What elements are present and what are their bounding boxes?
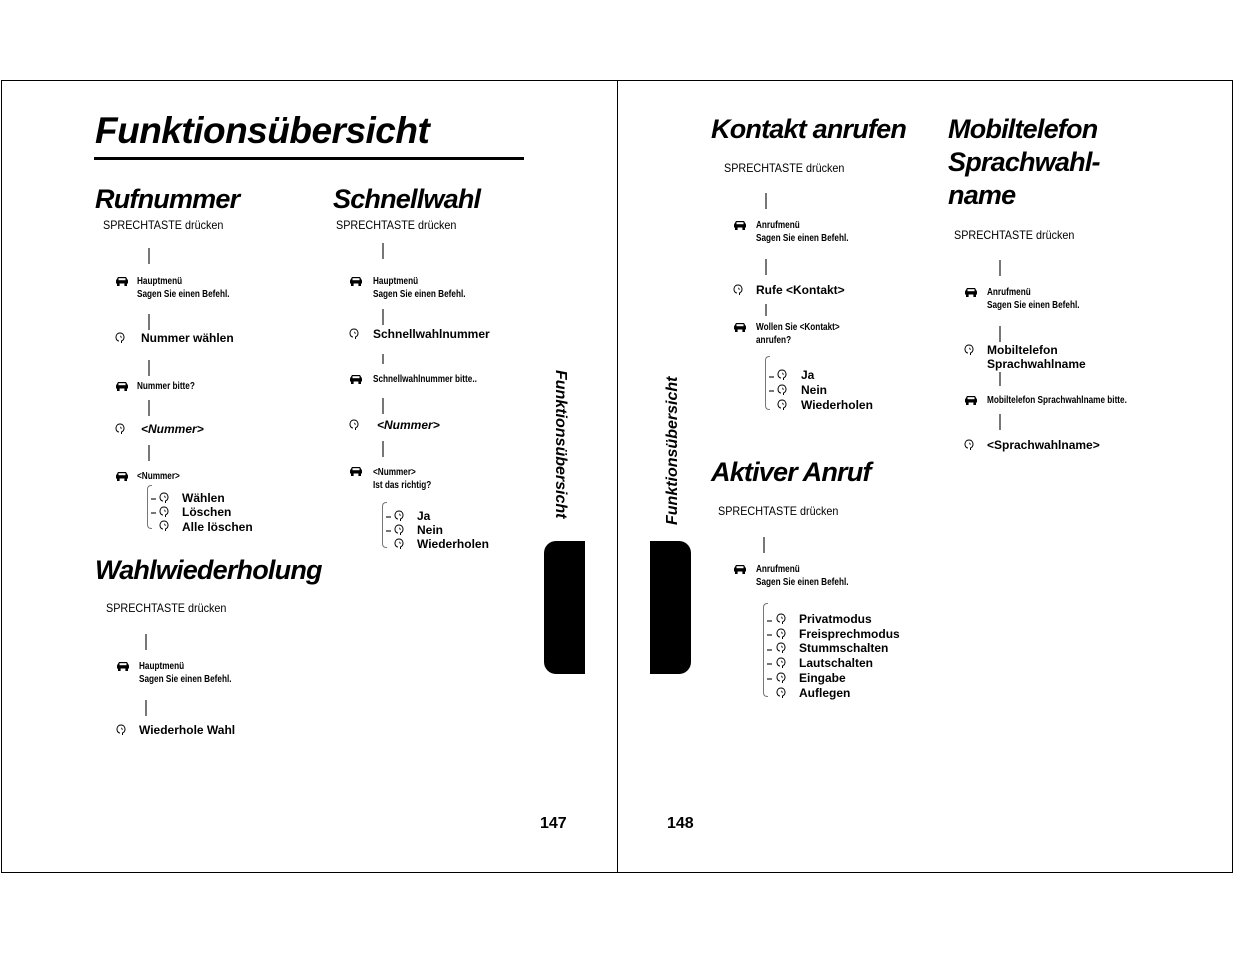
flow-line: [382, 398, 384, 414]
flow-line: [765, 259, 767, 275]
flow-line: [148, 400, 150, 416]
wahlwiederholung-title: Wahlwiederholung: [95, 555, 322, 585]
prompt-line: Sagen Sie einen Befehl.: [139, 674, 232, 685]
mobiltelefon-title: [948, 113, 1100, 212]
options-bracket: [382, 502, 387, 548]
aktiver-anruf-option: Privatmodus: [799, 612, 872, 626]
speech-icon: [349, 328, 359, 340]
schnellwahl-option: Wiederholen: [417, 537, 489, 551]
speech-icon: [349, 419, 359, 431]
rufnummer-option: Alle löschen: [182, 520, 253, 534]
bracket-tick: [767, 649, 772, 651]
bracket-tick: [386, 530, 391, 532]
flow-line: [382, 243, 384, 259]
flow-line: [999, 260, 1001, 276]
car-icon: [349, 276, 363, 286]
speech-icon: [777, 384, 787, 396]
flow-line: [148, 445, 150, 461]
speech-icon: [964, 344, 974, 356]
mobiltelefon-press-label: SPRECHTASTE drücken: [954, 228, 1075, 242]
speech-icon: [776, 628, 786, 640]
speech-icon: [776, 642, 786, 654]
options-bracket: [147, 485, 152, 529]
prompt-line: Hauptmenü: [139, 661, 185, 672]
aktiver-anruf-option: Auflegen: [799, 686, 851, 700]
flow-line: [999, 414, 1001, 430]
schnellwahl-cmd-1: Schnellwahlnummer: [373, 327, 490, 341]
car-icon: [115, 276, 129, 286]
mobiltelefon-prompt-2: Mobiltelefon Sprachwahlname bitte.: [987, 395, 1127, 406]
prompt-line: Sagen Sie einen Befehl.: [987, 300, 1080, 311]
rufnummer-cmd-2: <Nummer>: [141, 422, 204, 436]
page-title: Funktionsübersicht: [95, 110, 430, 151]
car-icon: [733, 322, 747, 332]
mobiltelefon-prompt-1: [987, 286, 1080, 312]
mobiltelefon-cmd-2: <Sprachwahlname>: [987, 438, 1100, 452]
mobiltelefon-cmd-1: [987, 343, 1086, 371]
rufnummer-press-label: SPRECHTASTE drücken: [103, 218, 224, 232]
speech-icon: [776, 613, 786, 625]
schnellwahl-title: Schnellwahl: [333, 184, 481, 214]
aktiver-anruf-option: Freisprechmodus: [799, 627, 900, 641]
speech-icon: [159, 506, 169, 518]
flow-line: [382, 441, 384, 457]
wahlwiederholung-press-label: SPRECHTASTE drücken: [106, 601, 227, 615]
rufnummer-option: Wählen: [182, 491, 225, 505]
kontakt-option: Ja: [801, 368, 815, 382]
flow-line: [145, 700, 147, 716]
prompt-line: Hauptmenü: [373, 276, 419, 287]
flow-line: [145, 634, 147, 650]
schnellwahl-prompt-1: [373, 275, 466, 301]
car-icon: [349, 466, 363, 476]
speech-icon: [394, 538, 404, 550]
rufnummer-prompt-2: Nummer bitte?: [137, 381, 195, 392]
page-number-left: 147: [540, 815, 567, 832]
aktiver-anruf-prompt-1: [756, 563, 849, 589]
bracket-tick: [767, 620, 772, 622]
schnellwahl-option: Ja: [417, 509, 431, 523]
prompt-line: Sagen Sie einen Befehl.: [756, 233, 849, 244]
aktiver-anruf-press-label: SPRECHTASTE drücken: [718, 504, 839, 518]
aktiver-anruf-option: Lautschalten: [799, 656, 874, 670]
bracket-tick: [767, 678, 772, 680]
rufnummer-title: Rufnummer: [95, 184, 240, 214]
kontakt-prompt-2: [756, 321, 840, 347]
speech-icon: [394, 524, 404, 536]
flow-line: [148, 360, 150, 376]
car-icon: [964, 287, 978, 297]
cmd-line: Mobiltelefon: [987, 343, 1058, 357]
thumb-tab-left: [544, 541, 585, 674]
flow-line: [765, 193, 767, 209]
kontakt-press-label: SPRECHTASTE drücken: [724, 161, 845, 175]
prompt-line: Anrufmenü: [987, 287, 1031, 298]
schnellwahl-prompt-3: [373, 466, 431, 492]
side-label-left: Funktionsübersicht: [552, 370, 569, 519]
aktiver-anruf-title: Aktiver Anruf: [711, 457, 871, 487]
prompt-line: Hauptmenü: [137, 276, 183, 287]
speech-icon: [776, 657, 786, 669]
prompt-line: Anrufmenü: [756, 564, 800, 575]
car-icon: [733, 220, 747, 230]
flow-line: [763, 537, 765, 553]
rufnummer-option: Löschen: [182, 505, 232, 519]
prompt-line: Ist das richtig?: [373, 480, 432, 491]
title-rule: [94, 157, 524, 160]
kontakt-cmd-1: Rufe <Kontakt>: [756, 283, 845, 297]
schnellwahl-press-label: SPRECHTASTE drücken: [336, 218, 457, 232]
title-line: Sprachwahl-: [948, 147, 1100, 177]
speech-icon: [777, 369, 787, 381]
schnellwahl-option: Nein: [417, 523, 444, 537]
speech-icon: [964, 439, 974, 451]
bracket-tick: [151, 498, 156, 500]
thumb-tab-right: [650, 541, 691, 674]
prompt-line: Anrufmenü: [756, 220, 800, 231]
prompt-line: Wollen Sie <Kontakt>: [756, 322, 840, 333]
prompt-line: Sagen Sie einen Befehl.: [373, 289, 466, 300]
speech-icon: [116, 724, 126, 736]
options-bracket: [765, 356, 770, 410]
prompt-line: Sagen Sie einen Befehl.: [137, 289, 230, 300]
car-icon: [733, 564, 747, 574]
schnellwahl-cmd-2: <Nummer>: [377, 418, 440, 432]
car-icon: [116, 661, 130, 671]
kontakt-title: Kontakt anrufen: [711, 114, 907, 144]
wahlwiederholung-cmd-1: Wiederhole Wahl: [139, 723, 236, 737]
kontakt-option: Wiederholen: [801, 398, 873, 412]
speech-icon: [776, 672, 786, 684]
bracket-tick: [769, 376, 774, 378]
speech-icon: [159, 520, 169, 532]
kontakt-option: Nein: [801, 383, 828, 397]
car-icon: [115, 471, 129, 481]
cmd-line: Sprachwahlname: [987, 357, 1086, 371]
bracket-tick: [769, 390, 774, 392]
car-icon: [349, 374, 363, 384]
flow-line: [765, 304, 767, 316]
speech-icon: [115, 332, 125, 344]
rufnummer-prompt-1: [137, 275, 230, 301]
wahlwiederholung-prompt-1: [139, 660, 232, 686]
flow-line: [148, 248, 150, 264]
bracket-tick: [386, 516, 391, 518]
title-line: Mobiltelefon: [948, 114, 1098, 144]
page-divider: [617, 80, 618, 873]
rufnummer-cmd-1: Nummer wählen: [141, 331, 234, 345]
bracket-tick: [151, 512, 156, 514]
title-line: name: [948, 180, 1016, 210]
speech-icon: [777, 399, 787, 411]
aktiver-anruf-option: Eingabe: [799, 671, 846, 685]
bracket-tick: [767, 663, 772, 665]
prompt-line: Sagen Sie einen Befehl.: [756, 577, 849, 588]
schnellwahl-prompt-2: Schnellwahlnummer bitte..: [373, 374, 477, 385]
prompt-line: anrufen?: [756, 335, 792, 346]
speech-icon: [115, 423, 125, 435]
aktiver-anruf-option: Stummschalten: [799, 641, 889, 655]
bracket-tick: [767, 634, 772, 636]
flow-line: [999, 372, 1001, 386]
speech-icon: [733, 284, 743, 296]
speech-icon: [776, 687, 786, 699]
speech-icon: [394, 510, 404, 522]
flow-line: [382, 354, 384, 364]
side-label-right: Funktionsübersicht: [664, 376, 681, 525]
kontakt-prompt-1: [756, 219, 849, 245]
flow-line: [382, 309, 384, 325]
flow-line: [999, 326, 1001, 342]
car-icon: [964, 395, 978, 405]
car-icon: [115, 381, 129, 391]
rufnummer-prompt-3: <Nummer>: [137, 471, 180, 482]
page-number-right: 148: [667, 815, 694, 832]
flow-line: [148, 314, 150, 330]
prompt-line: <Nummer>: [373, 467, 416, 478]
speech-icon: [159, 492, 169, 504]
